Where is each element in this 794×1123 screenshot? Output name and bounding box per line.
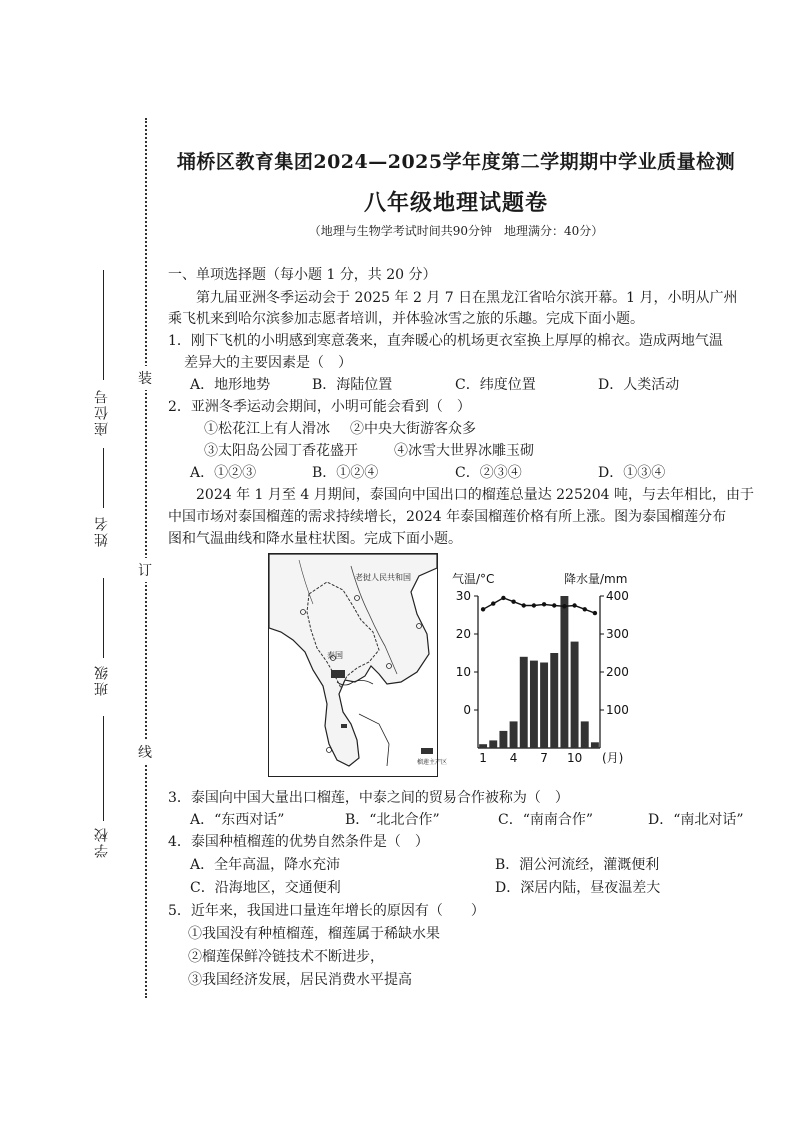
legend-swatch <box>421 748 433 754</box>
legend-label: 榴莲主产区 <box>417 759 448 766</box>
map-svg <box>269 554 448 776</box>
temperature-point <box>511 600 515 604</box>
right-tick-label: 300 <box>606 627 629 641</box>
temperature-point <box>491 601 495 605</box>
precip-bar <box>540 663 548 749</box>
q2-item-2: ②中央大街游客众多 <box>350 421 476 437</box>
exam-note: （地理与生物学考试时间共90分钟 地理满分：40分） <box>308 224 604 238</box>
seat-line <box>103 270 104 380</box>
q5-item-2: ②榴莲保鲜冷链技术不断进步， <box>188 949 384 965</box>
paper-title: 八年级地理试题卷 <box>363 190 548 216</box>
precip-bar <box>520 657 528 748</box>
q1-stem-line-1: 1．刚下飞机的小明感到寒意袭来，直奔暖心的机场更衣室换上厚厚的棉衣。造成两地气温 <box>168 333 723 349</box>
q4-option-a[interactable]: A．全年高温，降水充沛 <box>190 857 341 873</box>
temperature-point <box>501 596 505 600</box>
temperature-point <box>593 611 597 615</box>
left-tick-label: 0 <box>463 703 471 717</box>
right-tick-label: 400 <box>606 589 629 603</box>
q1-option-a[interactable]: A．地形地势 <box>190 377 271 393</box>
intro-line-5: 图和气温曲线和降水量柱状图。完成下面小题。 <box>168 531 462 547</box>
seat-label: 座位号 <box>94 388 110 436</box>
q4-stem: 4．泰国种植榴莲的优势自然条件是（ ） <box>168 834 429 850</box>
intro-line-2: 乘飞机来到哈尔滨参加志愿者培训，并体验冰雪之旅的乐趣。完成下面小题。 <box>168 311 644 327</box>
q4-option-b[interactable]: B．湄公河流经，灌溉便利 <box>495 857 660 873</box>
q2-item-1: ①松花江上有人滑冰 <box>204 421 330 437</box>
precip-bar <box>530 661 538 748</box>
q2-option-a[interactable]: A．①②③ <box>190 465 257 481</box>
exam-title: 埇桥区教育集团2024—2025学年度第二学期期中学业质量检测 <box>176 151 736 173</box>
q2-item-3: ③太阳岛公园丁香花盛开 <box>204 443 358 459</box>
left-tick-label: 30 <box>455 589 471 603</box>
climate-chart <box>450 566 750 778</box>
binding-char-2: 订 <box>138 558 152 582</box>
school-label: 学校 <box>94 826 110 858</box>
q1-option-c[interactable]: C．纬度位置 <box>455 377 536 393</box>
precip-bar <box>510 721 518 748</box>
left-axis-label: 气温/°C <box>452 572 495 586</box>
q4-option-d[interactable]: D．深居内陆，昼夜温差大 <box>495 880 661 896</box>
x-unit-label: (月) <box>602 751 624 765</box>
q3-option-c[interactable]: C．“南南合作” <box>498 812 594 828</box>
q3-option-b[interactable]: B．“北北合作” <box>345 812 440 828</box>
temperature-point <box>522 603 526 607</box>
class-label: 班级 <box>94 664 110 696</box>
left-tick-label: 10 <box>455 665 471 679</box>
durian-area-south <box>341 724 347 728</box>
school-line <box>103 716 104 821</box>
left-tick-label: 20 <box>455 627 471 641</box>
binding-char-3: 线 <box>138 740 152 764</box>
x-tick-label: 7 <box>540 751 548 765</box>
durian-area-east <box>331 670 345 678</box>
q2-stem: 2．亚洲冬季运动会期间，小明可能会看到（ ） <box>168 399 471 415</box>
precip-bar <box>489 740 497 748</box>
right-tick-label: 200 <box>606 665 629 679</box>
thailand-durian-map <box>268 553 448 777</box>
q3-option-a[interactable]: A．“东西对话” <box>190 812 285 828</box>
climate-chart-svg <box>450 566 750 778</box>
name-line <box>103 448 104 508</box>
temperature-line <box>483 598 595 613</box>
q2-option-c[interactable]: C．②③④ <box>455 465 522 481</box>
temperature-point <box>542 602 546 606</box>
precip-bar <box>479 744 487 748</box>
precip-bar <box>581 721 589 748</box>
q5-item-1: ①我国没有种植榴莲，榴莲属于稀缺水果 <box>188 926 440 942</box>
q3-option-d[interactable]: D．“南北对话” <box>648 812 744 828</box>
intro-line-3: 2024 年 1 月至 4 月期间，泰国向中国出口的榴莲总量达 225204 吨，与去年相比，由于 <box>196 487 755 503</box>
q2-option-d[interactable]: D．①③④ <box>598 465 666 481</box>
section-heading: 一、单项选择题（每小题 1 分，共 20 分） <box>168 267 437 283</box>
q1-option-b[interactable]: B．海陆位置 <box>312 377 393 393</box>
class-line <box>103 578 104 658</box>
temperature-point <box>552 603 556 607</box>
q1-stem-line-2: 差异大的主要因素是（ ） <box>184 355 352 371</box>
binding-char-1: 装 <box>138 366 152 390</box>
precip-bar <box>499 731 507 748</box>
precip-bar <box>560 596 568 748</box>
q2-option-b[interactable]: B．①②④ <box>312 465 379 481</box>
q1-option-d[interactable]: D．人类活动 <box>598 377 680 393</box>
peninsula-coast <box>359 714 389 766</box>
q4-option-c[interactable]: C．沿海地区，交通便利 <box>190 880 341 896</box>
x-tick-label: 4 <box>509 751 518 765</box>
intro-line-4: 中国市场对泰国榴莲的需求持续增长，2024 年泰国榴莲价格有所上涨。图为泰国榴莲分布 <box>168 509 727 525</box>
right-axis-label: 降水量/mm <box>564 572 628 586</box>
x-tick-label: 1 <box>479 751 487 765</box>
temperature-point <box>481 607 485 611</box>
precip-bar <box>550 653 558 748</box>
temperature-point <box>583 607 587 611</box>
temperature-point <box>562 604 566 608</box>
thailand-label: 泰国 <box>327 651 343 660</box>
q5-item-3: ③我国经济发展，居民消费水平提高 <box>188 972 412 988</box>
country-label: 老挝人民共和国 <box>355 573 411 582</box>
x-tick-label: 10 <box>566 751 583 765</box>
precip-bar <box>591 742 599 748</box>
temperature-point <box>572 603 576 607</box>
landmass <box>269 554 437 766</box>
precip-bar <box>571 642 579 748</box>
q5-stem: 5．近年来，我国进口量连年增长的原因有（ ） <box>168 903 485 919</box>
q2-item-4: ④冰雪大世界冰雕玉砌 <box>394 443 534 459</box>
intro-line-1: 第九届亚洲冬季运动会于 2025 年 2 月 7 日在黑龙江省哈尔滨开幕。1 月，小明从广州 <box>196 290 738 306</box>
temperature-point <box>532 603 536 607</box>
q3-stem: 3．泰国向中国大量出口榴莲，中泰之间的贸易合作被称为（ ） <box>168 790 569 806</box>
right-tick-label: 100 <box>606 703 629 717</box>
name-label: 姓名 <box>94 515 110 547</box>
